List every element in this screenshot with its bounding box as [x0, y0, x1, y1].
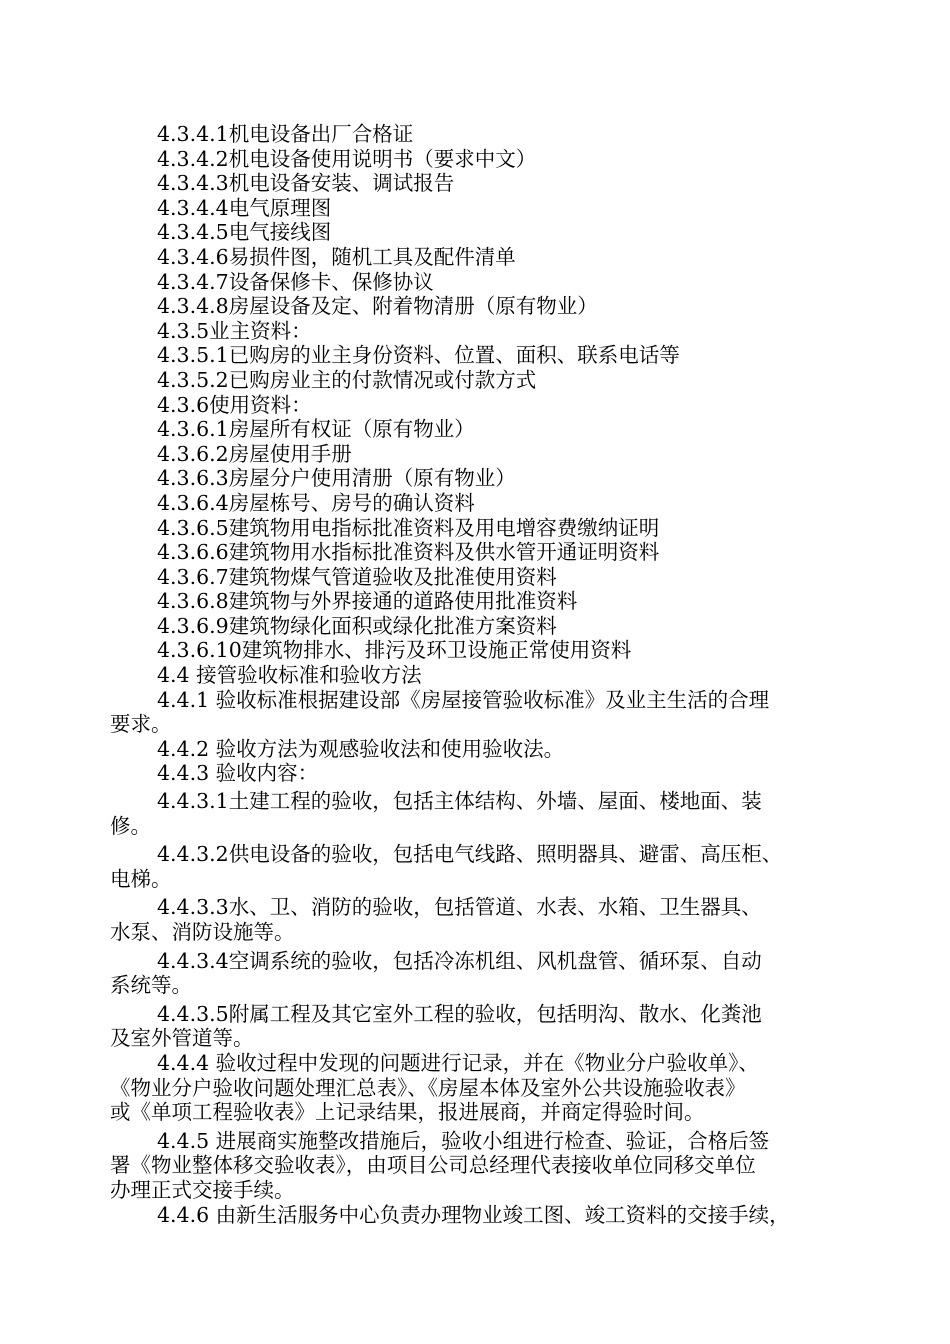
list-line: 4.3.4.6易损件图，随机工具及配件清单 — [157, 244, 516, 269]
paragraph-line: 或《单项工程验收表》上记录结果，报进展商，并商定得验时间。 — [110, 1100, 705, 1125]
list-line: 4.3.6.6建筑物用水指标批准资料及供水管开通证明资料 — [157, 540, 660, 565]
paragraph-line: 及室外管道等。 — [110, 1026, 254, 1051]
paragraph — [110, 737, 840, 762]
list-line: 4.3.4.8房屋设备及定、附着物清册（原有物业） — [157, 294, 598, 319]
paragraph-first-line: 4.4.3.2供电设备的验收，包括电气线路、照明器具、避雷、高压柜、 — [157, 842, 783, 867]
paragraph-line: 修。 — [110, 813, 151, 838]
list-line: 4.3.4.5电气接线图 — [157, 220, 332, 245]
list-line: 4.3.4.2机电设备使用说明书（要求中文） — [157, 146, 537, 171]
paragraph-line: 系统等。 — [110, 973, 192, 998]
section-heading: 4.4 接管验收标准和验收方法 — [157, 663, 422, 688]
paragraph-line: 水泵、消防设施等。 — [110, 920, 295, 944]
paragraph-first-line: 4.4.5 进展商实施整改措施后，验收小组进行检查、验证，合格后签 — [157, 1128, 770, 1153]
list-line: 4.3.4.1机电设备出厂合格证 — [157, 122, 414, 146]
paragraph — [110, 1051, 840, 1125]
list-line: 4.3.6.4房屋栋号、房号的确认资料 — [157, 490, 475, 515]
list-line: 4.3.6.7建筑物煤气管道验收及批准使用资料 — [157, 564, 557, 589]
document-page — [110, 122, 840, 1227]
paragraph — [110, 1129, 840, 1203]
paragraph — [110, 1203, 840, 1228]
list-line: 4.3.6.2房屋使用手册 — [157, 441, 352, 466]
paragraph-line: 要求。 — [110, 712, 172, 737]
paragraph-first-line: 4.4.3.4空调系统的验收，包括冷冻机组、风机盘管、循环泵、自动 — [157, 948, 762, 973]
paragraph-first-line: 4.4.6 由新生活服务中心负责办理物业竣工图、竣工资料的交接手续， — [157, 1202, 790, 1227]
paragraph-first-line: 4.4.3.5附属工程及其它室外工程的验收，包括明沟、散水、化粪池 — [157, 1001, 762, 1026]
paragraph-first-line: 4.4.3.3水、卫、消防的验收，包括管道、水表、水箱、卫生器具、 — [157, 895, 762, 920]
paragraph-line: 《物业分户验收问题处理汇总表》、《房屋本体及室外公共设施验收表》 — [110, 1075, 746, 1100]
paragraph-first-line: 4.4.3.1土建工程的验收，包括主体结构、外墙、屋面、楼地面、装 — [157, 789, 762, 814]
paragraph-first-line: 4.4.1 验收标准根据建设部《房屋接管验收标准》及业主生活的合理 — [157, 687, 770, 712]
list-line: 4.3.6.5建筑物用电指标批准资料及用电增容费缴纳证明 — [157, 515, 660, 540]
paragraph-first-line: 4.4.4 验收过程中发现的问题进行记录，并在《物业分户验收单》、 — [157, 1050, 759, 1075]
section-heading: 4.3.6使用资料： — [157, 392, 312, 417]
list-line: 4.3.6.8建筑物与外界接通的道路使用批准资料 — [157, 589, 578, 614]
paragraph — [110, 949, 840, 998]
section-heading: 4.3.5业主资料： — [157, 318, 312, 343]
list-line: 4.3.6.10建筑物排水、排污及环卫设施正常使用资料 — [157, 638, 632, 663]
paragraph — [110, 761, 840, 786]
paragraph — [110, 789, 840, 838]
list-line: 4.3.6.9建筑物绿化面积或绿化批准方案资料 — [157, 613, 557, 638]
paragraph-line: 署《物业整体移交验收表》，由项目公司总经理代表接收单位同移交单位 — [110, 1153, 756, 1178]
list-line: 4.3.5.1已购房的业主身份资料、位置、面积、联系电话等 — [157, 343, 680, 368]
paragraph-first-line: 4.4.3 验收内容： — [157, 761, 319, 786]
paragraph — [110, 1002, 840, 1051]
list-line: 4.3.5.2已购房业主的付款情况或付款方式 — [157, 367, 537, 392]
list-line: 4.3.6.3房屋分户使用清册（原有物业） — [157, 466, 516, 491]
paragraph-line: 办理正式交接手续。 — [110, 1177, 295, 1202]
list-line: 4.3.4.3机电设备安装、调试报告 — [157, 171, 455, 196]
paragraph — [110, 688, 840, 737]
list-line: 4.3.4.7设备保修卡、保修协议 — [157, 269, 434, 294]
paragraph — [110, 895, 840, 944]
paragraph-first-line: 4.4.2 验收方法为观感验收法和使用验收法。 — [157, 736, 565, 761]
list-line: 4.3.4.4电气原理图 — [157, 195, 332, 220]
list-line: 4.3.6.1房屋所有权证（原有物业） — [157, 417, 475, 442]
paragraph — [110, 842, 840, 891]
paragraph-line: 电梯。 — [110, 866, 172, 891]
